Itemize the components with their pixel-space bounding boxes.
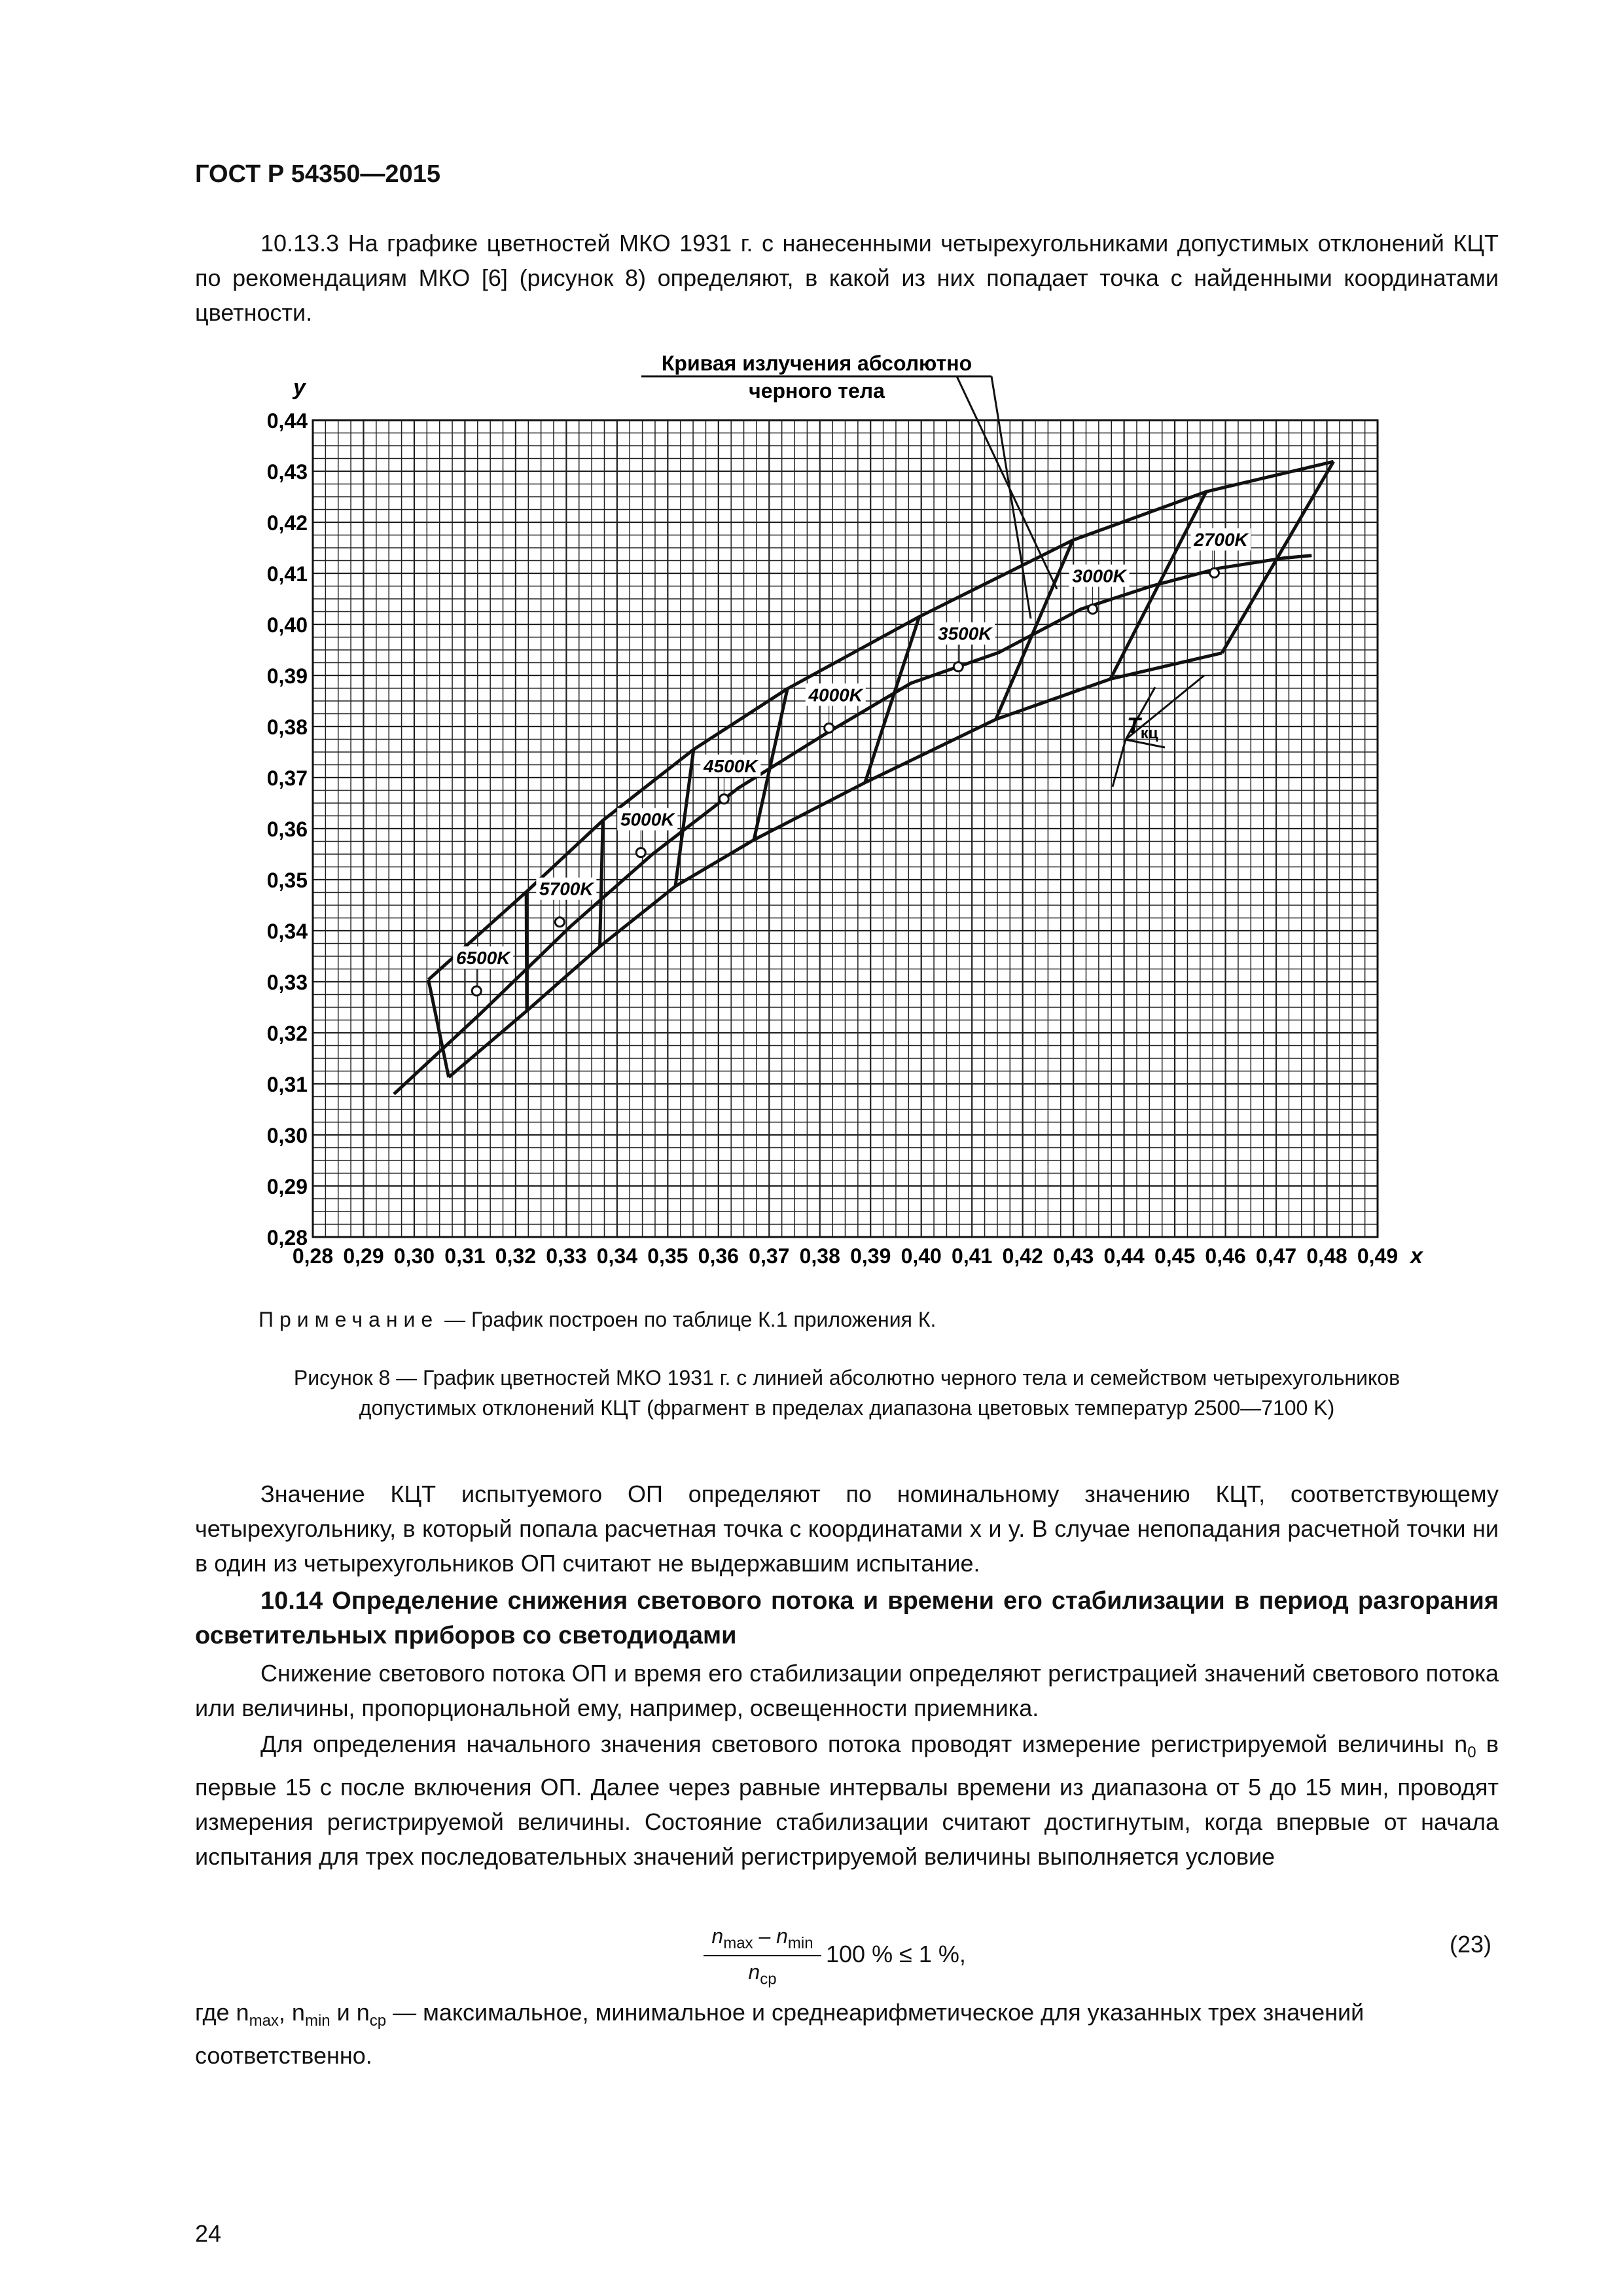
blackbody-curve xyxy=(394,556,1311,1094)
x-tick-label: 0,46 xyxy=(1205,1244,1246,1268)
y-tick-label: 0,32 xyxy=(266,1022,308,1045)
tkc-subscript: кц xyxy=(1140,725,1158,742)
tkc-letter: Т xyxy=(1127,713,1141,738)
figure-caption xyxy=(195,1363,1499,1423)
x-tick-label: 0,43 xyxy=(1053,1244,1094,1268)
y-tick-label: 0,37 xyxy=(266,766,308,790)
intro-paragraph: 10.13.3 На графике цветностей МКО 1931 г. с нанесенными четырехугольниками допустимых отклонений КЦТ по рекомендациям МКО [6] (рисунок 8) определяют, в какой из них попадает точка с найденными координатами цветности. xyxy=(195,230,1499,326)
note-text: — График построен по таблице К.1 приложения К. xyxy=(438,1308,936,1331)
x-tick-label: 0,37 xyxy=(749,1244,790,1268)
chromaticity-chart xyxy=(249,347,1440,1289)
y-tick-label: 0,38 xyxy=(266,715,308,739)
caption-line2: допустимых отклонений КЦТ (фрагмент в пределах диапазона цветовых температур 2500—7100 K) xyxy=(359,1396,1335,1420)
body-paragraph-1: Значение КЦТ испытуемого ОП определяют по номинальному значению КЦТ, соответствующему четырехугольнику, в который попала расчетная точка с координатами x и y. В случае непопадания расчетной точки ни в один из четырехугольников ОП считают не выдержавшим испытание. xyxy=(195,1480,1499,1577)
page-number: 24 xyxy=(195,2220,222,2247)
x-tick-label: 0,32 xyxy=(495,1244,537,1268)
y-tick-label: 0,33 xyxy=(266,971,308,994)
p3-subscript: 0 xyxy=(1467,1744,1476,1762)
y-axis-label: y xyxy=(293,375,306,400)
equation-fraction xyxy=(704,1924,821,1989)
y-tick-label: 0,28 xyxy=(266,1226,308,1249)
x-tick-label: 0,39 xyxy=(850,1244,891,1268)
callout-line2: черного тела xyxy=(749,379,885,403)
quadrilateral-divider xyxy=(600,821,603,947)
x-tick-label: 0,49 xyxy=(1357,1244,1399,1268)
where-clause: где $n_{max}$, $n_{min}$ и $n_{ср}$ — максимальное, минимальное и среднеарифметическое для указанных трех значений соответственно. xyxy=(195,1999,1364,2070)
caption-line1: Рисунок 8 — График цветностей МКО 1931 г. с линией абсолютно черного тела и семейством четырехугольников xyxy=(293,1366,1400,1390)
figure-note xyxy=(259,1308,936,1332)
nominal-point xyxy=(1210,568,1219,577)
y-tick-label: 0,35 xyxy=(266,869,308,892)
x-axis-label: x xyxy=(1410,1244,1423,1268)
x-tick-label: 0,30 xyxy=(393,1244,435,1268)
x-tick-label: 0,44 xyxy=(1103,1244,1145,1268)
nominal-point xyxy=(1088,605,1097,614)
y-tick-labels xyxy=(267,409,308,1249)
x-tick-label: 0,36 xyxy=(698,1244,739,1268)
y-tick-label: 0,36 xyxy=(266,817,308,841)
x-tick-label: 0,47 xyxy=(1255,1244,1297,1268)
x-tick-label: 0,42 xyxy=(1002,1244,1043,1268)
y-tick-label: 0,43 xyxy=(266,460,308,484)
x-tick-label: 0,28 xyxy=(292,1244,334,1268)
y-tick-label: 0,31 xyxy=(266,1073,308,1096)
document-header: ГОСТ Р 54350—2015 xyxy=(195,160,440,188)
x-tick-label: 0,34 xyxy=(596,1244,637,1268)
x-tick-label: 0,40 xyxy=(901,1244,942,1268)
x-tick-labels xyxy=(293,1244,1398,1268)
y-tick-label: 0,29 xyxy=(266,1175,308,1198)
x-tick-label: 0,33 xyxy=(546,1244,587,1268)
x-tick-label: 0,48 xyxy=(1306,1244,1347,1268)
y-tick-label: 0,42 xyxy=(266,511,308,535)
tkc-label xyxy=(1113,675,1204,787)
nominal-point-label: 5000K xyxy=(620,809,675,830)
nominal-point xyxy=(472,986,481,996)
nominal-point-label: 2700K xyxy=(1194,529,1248,550)
y-tick-label: 0,39 xyxy=(266,664,308,688)
quadrilateral-divider xyxy=(675,749,694,886)
nominal-point-label: 4000K xyxy=(808,685,863,706)
y-tick-label: 0,30 xyxy=(266,1124,308,1147)
equation-rest: 100 % ≤ 1 %, xyxy=(826,1941,966,1967)
nominal-point-label: 5700K xyxy=(539,878,594,899)
body-paragraph-3 xyxy=(195,1727,1499,1874)
nominal-point xyxy=(719,795,728,804)
quadrilateral-divider xyxy=(996,540,1073,719)
equation-numerator: $n_{max} - n_{min}$ xyxy=(704,1924,821,1956)
equation-number: (23) xyxy=(1450,1931,1492,1958)
nominal-point-label: 3000K xyxy=(1072,565,1126,586)
nominal-point xyxy=(825,723,834,732)
nominal-point xyxy=(555,918,564,927)
x-tick-label: 0,35 xyxy=(647,1244,688,1268)
nominal-point xyxy=(636,848,645,857)
x-tick-label: 0,31 xyxy=(444,1244,486,1268)
x-tick-label: 0,29 xyxy=(343,1244,384,1268)
nominal-point-label: 6500K xyxy=(455,948,510,969)
quadrilateral-divider xyxy=(526,892,527,1011)
body-paragraph-2: Снижение светового потока ОП и время его стабилизации определяют регистрацией значений светового потока или величины, пропорциональной ему, например, освещенности приемника. xyxy=(195,1660,1499,1721)
equation-denominator: $n_{ср}$ xyxy=(748,1960,777,1988)
y-tick-label: 0,41 xyxy=(266,562,308,586)
y-tick-label: 0,40 xyxy=(266,613,308,637)
y-tick-label: 0,34 xyxy=(266,920,308,943)
x-tick-label: 0,41 xyxy=(952,1244,993,1268)
callout-line1: Кривая излучения абсолютно xyxy=(661,351,972,375)
y-tick-label: 0,44 xyxy=(266,409,308,433)
nominal-point-label: 4500K xyxy=(704,755,758,776)
section-title: 10.14 Определение снижения светового потока и времени его стабилизации в период разгорания осветительных приборов со светодиодами xyxy=(195,1587,1499,1649)
x-tick-label: 0,38 xyxy=(799,1244,840,1268)
x-tick-label: 0,45 xyxy=(1154,1244,1196,1268)
lower-boundary xyxy=(449,653,1222,1077)
p3-part1: Для определения начального значения светового потока проводят измерение регистрируемой величины n xyxy=(260,1731,1468,1757)
note-prefix: Примечание xyxy=(259,1308,439,1331)
p3-part2: в первые 15 с после включения ОП. Далее через равные интервалы времени из диапазона от 5 до 15 мин, проводят измерения регистрируемой величины. Состояние стабилизации считают достигнутым, когда впервые от начала испытания для трех последовательных значений регистрируемой величины выполняется условие xyxy=(195,1731,1499,1871)
nominal-point xyxy=(954,662,963,672)
nominal-point-label: 3500K xyxy=(938,623,992,644)
